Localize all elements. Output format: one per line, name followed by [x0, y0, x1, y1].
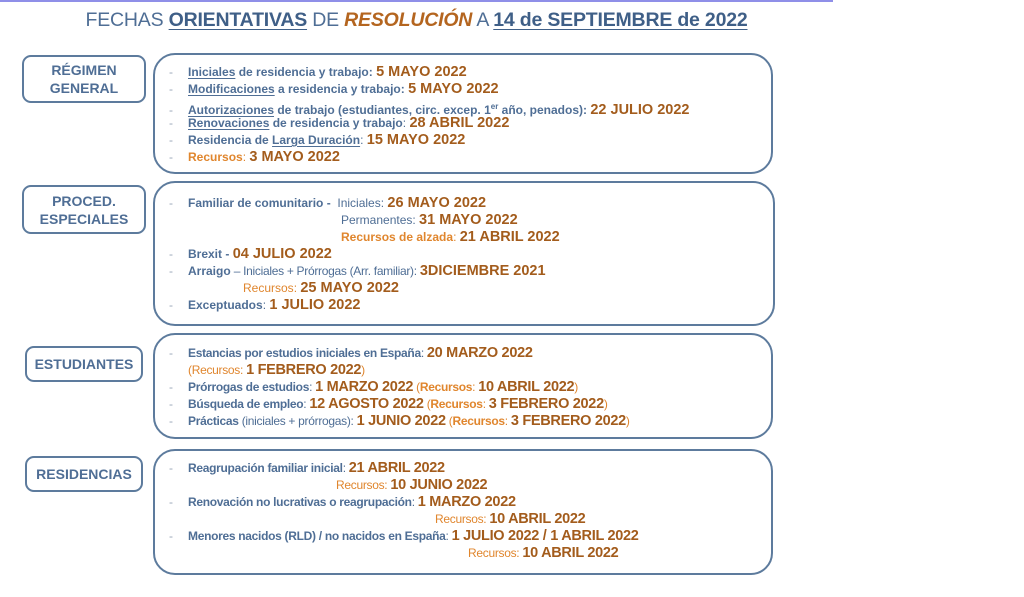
section-label-estudiantes	[25, 346, 143, 382]
recursos-label: Recursos	[468, 546, 517, 560]
item-sep: :	[445, 529, 452, 543]
recursos-label: Recursos	[336, 478, 385, 492]
title-text: FECHAS	[85, 9, 169, 31]
item-date: 28 ABRIL 2022	[409, 115, 510, 131]
item-key: Autorizaciones	[188, 103, 275, 117]
item-key: Arraigo	[188, 264, 231, 278]
recursos-date: 10 ABRIL 2022	[478, 379, 575, 395]
item-sep: :	[240, 363, 247, 377]
item-key: Brexit -	[188, 247, 233, 261]
section-card-estudiantes	[153, 333, 773, 439]
title-text: DE	[307, 9, 345, 31]
item-sub: (iniciales + prórrogas)	[238, 414, 351, 428]
recursos-label: Recursos	[243, 281, 294, 295]
item-key: Menores nacidos (RLD) / no nacidos en España	[188, 529, 446, 543]
item-sep: :	[342, 461, 349, 475]
list-item	[336, 477, 487, 494]
recursos-date: 3 FEBRERO 2022	[488, 396, 604, 412]
item-key: Familiar de comunitario -	[188, 196, 331, 210]
item-sep: :	[504, 414, 511, 428]
item-key: Iniciales	[188, 65, 236, 79]
page-title	[0, 9, 833, 32]
label-line: GENERAL	[49, 80, 119, 96]
item-date: 10 JUNIO 2022	[390, 477, 488, 493]
item-sub: – Iniciales + Prórrogas (Arr. familiar):	[230, 264, 420, 278]
list-item	[169, 528, 639, 545]
item-key: Reagrupación familiar inicial	[188, 461, 343, 475]
top-rule	[0, 0, 833, 2]
bullet-dash: -	[169, 461, 173, 475]
title-text: A	[472, 9, 494, 31]
item-sep: :	[309, 380, 316, 394]
item-date: 10 ABRIL 2022	[489, 511, 586, 527]
item-sep: :	[420, 346, 427, 360]
bullet-dash: -	[169, 495, 173, 509]
bullet-dash: -	[169, 264, 173, 278]
item-sep: :	[482, 397, 489, 411]
item-date: 1 JUNIO 2022	[356, 413, 446, 429]
item-key: Exceptuados	[188, 298, 263, 312]
section-label-proced-especiales	[22, 185, 146, 234]
paren: (	[413, 380, 420, 394]
title-resolucion: RESOLUCIÓN	[344, 9, 473, 31]
label-line: PROCED.	[52, 192, 116, 209]
list-item	[435, 511, 585, 528]
bullet-dash: -	[169, 414, 173, 428]
item-text: a residencia y trabajo:	[274, 82, 409, 96]
item-date: 1 JULIO 2022	[269, 297, 361, 313]
list-item	[243, 280, 399, 297]
item-key: Prácticas	[188, 414, 239, 428]
item-date: 1 FEBRERO 2022	[246, 362, 362, 378]
item-date: 3DICIEMBRE 2021	[419, 263, 546, 279]
section-card-regimen-general	[153, 53, 773, 174]
item-date: 10 ABRIL 2022	[522, 545, 619, 561]
bullet-dash: -	[169, 196, 173, 210]
item-sep: :	[350, 414, 357, 428]
item-sep: :	[411, 495, 418, 509]
title-orientativas: ORIENTATIVAS	[168, 9, 308, 31]
list-item	[169, 263, 546, 280]
recursos-date: 3 FEBRERO 2022	[510, 413, 626, 429]
bullet-dash: -	[169, 65, 173, 79]
item-sep: :	[384, 478, 391, 492]
item-text: de residencia y trabajo	[269, 116, 403, 130]
recursos-label: Recursos	[452, 414, 505, 428]
item-sep: :	[472, 380, 479, 394]
recursos-label: Recursos de alzada	[341, 230, 454, 244]
item-date: 25 MAYO 2022	[300, 280, 399, 296]
item-date: 31 MAYO 2022	[419, 212, 518, 228]
list-item	[169, 64, 467, 81]
list-item	[169, 396, 608, 413]
item-sep: :	[516, 546, 523, 560]
bullet-dash: -	[169, 298, 173, 312]
item-text: año, penados):	[498, 103, 591, 117]
item-key: Prórrogas de estudios	[188, 380, 310, 394]
item-text: de trabajo (estudiantes, circ. excep. 1	[274, 103, 491, 117]
item-sup: er	[490, 102, 499, 111]
list-item	[169, 81, 499, 98]
item-sep: :	[360, 133, 367, 147]
item-sep: :	[242, 150, 250, 164]
item-date: 3 MAYO 2022	[249, 149, 340, 165]
item-date: 5 MAYO 2022	[376, 64, 467, 80]
list-item	[341, 229, 560, 246]
item-date: 21 ABRIL 2022	[459, 229, 560, 245]
item-sep: :	[453, 230, 460, 244]
list-item	[169, 132, 465, 149]
item-key: Larga Duración	[272, 133, 361, 147]
item-date: 5 MAYO 2022	[408, 81, 499, 97]
section-card-proced-especiales	[153, 181, 775, 326]
list-item	[169, 494, 516, 511]
list-item	[169, 460, 445, 477]
item-date: 26 MAYO 2022	[387, 195, 487, 211]
item-date: 1 JULIO 2022 / 1 ABRIL 2022	[451, 528, 639, 544]
item-key: Renovación no lucrativas o reagrupación	[188, 495, 412, 509]
recursos-label: Recursos	[435, 512, 484, 526]
item-date: 21 ABRIL 2022	[348, 460, 445, 476]
paren: (	[423, 397, 431, 411]
recursos-label: Recursos	[430, 397, 483, 411]
paren: )	[625, 414, 630, 428]
item-date: 1 MARZO 2022	[417, 494, 516, 510]
label-line: ESPECIALES	[39, 210, 129, 227]
bullet-dash: -	[169, 346, 173, 360]
bullet-dash: -	[169, 150, 173, 164]
bullet-dash: -	[169, 133, 173, 147]
paren: (	[188, 363, 192, 377]
list-item	[169, 246, 332, 263]
list-item	[341, 212, 518, 229]
section-label-residencias	[25, 456, 143, 492]
item-sub: Permanentes:	[341, 213, 420, 227]
item-sep: :	[293, 281, 301, 295]
item-date: 1 MARZO 2022	[315, 379, 414, 395]
item-date: 12 AGOSTO 2022	[309, 396, 424, 412]
bullet-dash: -	[169, 397, 173, 411]
bullet-dash: -	[169, 247, 173, 261]
section-label-regimen-general	[22, 55, 146, 103]
list-item	[169, 115, 509, 132]
bullet-dash: -	[169, 116, 173, 130]
label-line: RÉGIMEN	[51, 62, 117, 78]
list-item	[468, 545, 618, 562]
item-date: 15 MAYO 2022	[366, 132, 466, 148]
item-sub: Iniciales:	[337, 196, 388, 210]
list-item	[188, 362, 365, 379]
list-item	[169, 379, 578, 396]
item-key: Modificaciones	[188, 82, 275, 96]
bullet-dash: -	[169, 529, 173, 543]
list-item	[169, 413, 630, 430]
item-key: Búsqueda de empleo	[188, 397, 304, 411]
item-sep: :	[402, 116, 410, 130]
label-line: ESTUDIANTES	[34, 356, 134, 372]
paren: )	[574, 380, 578, 394]
paren: )	[361, 363, 365, 377]
bullet-dash: -	[169, 82, 173, 96]
title-date: 14 de SEPTIEMBRE de 2022	[493, 9, 748, 31]
item-text: de residencia y trabajo:	[235, 65, 377, 79]
item-sep: :	[303, 397, 310, 411]
section-card-residencias	[153, 449, 773, 575]
list-item	[169, 149, 340, 166]
bullet-dash: -	[169, 103, 173, 117]
paren: (	[445, 414, 453, 428]
list-item	[169, 345, 533, 362]
recursos-label: Recursos	[191, 363, 240, 377]
paren: )	[603, 397, 608, 411]
item-key: Estancias por estudios iniciales en España	[188, 346, 421, 360]
list-item	[169, 195, 486, 212]
item-date: 20 MARZO 2022	[426, 345, 533, 361]
label-line: RESIDENCIAS	[36, 466, 132, 482]
recursos-label: Recursos	[419, 380, 473, 394]
item-text: Residencia de	[188, 133, 273, 147]
item-date: 22 JULIO 2022	[590, 102, 690, 118]
item-sep: :	[262, 298, 270, 312]
item-key: Renovaciones	[188, 116, 270, 130]
recursos-label: Recursos	[188, 150, 243, 164]
item-date: 04 JULIO 2022	[232, 246, 332, 262]
bullet-dash: -	[169, 380, 173, 394]
list-item	[169, 297, 360, 314]
item-sep: :	[483, 512, 490, 526]
